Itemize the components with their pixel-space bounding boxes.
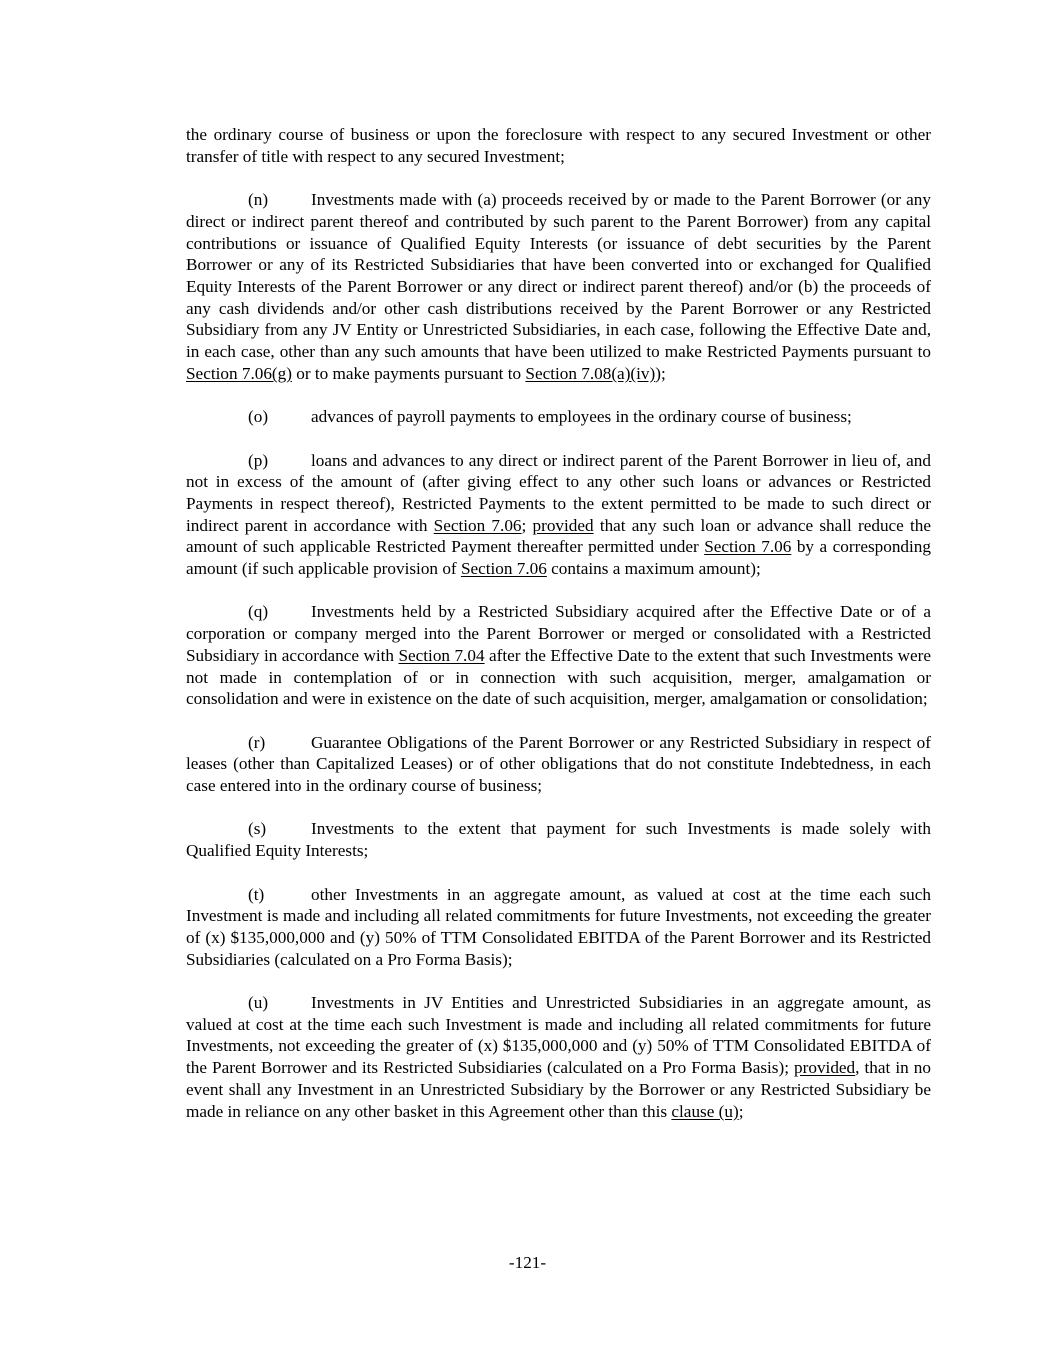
clause-label: (n) [248, 190, 269, 210]
defined-term: provided [532, 515, 594, 535]
clause-text: , that in no event shall any Investment in an Unrestricted Subsidiary by the Borrower or any Restricted Subsidiary be made in reliance on any other basket in this Agreement other than this [186, 1058, 931, 1121]
clause-text: Investments in JV Entities and Unrestricted Subsidiaries in an aggregate amount, as valued at cost at the time each such Investment is made and including all related commitments for future Investments, not exceeding the greater of (x) $135,000,000 and (y) 50% of TTM Consolidated EBITDA of the Parent Borrower and its Restricted Subsidiaries (calculated on a Pro Forma Basis); [186, 993, 931, 1078]
cross-reference: Section 7.06 [704, 537, 792, 557]
clause-text: Investments held by a Restricted Subsidiary acquired after the Effective Date or of a corporation or company merged into the Parent Borrower or merged or consolidated with a Restricted Subsidiary in accordance with [186, 602, 931, 665]
cross-reference: Section 7.06 [433, 515, 522, 535]
page-number: -121- [508, 1253, 547, 1272]
defined-term: provided [794, 1058, 856, 1078]
clause-text: ); [655, 363, 666, 383]
clause-text: Investments to the extent that payment for such Investments is made solely with Qualified Equity Interests; [186, 819, 931, 861]
cross-reference: Section 7.06(g) [186, 363, 292, 383]
clause-t [186, 884, 931, 971]
clause-s [186, 818, 931, 861]
clause-label: (s) [248, 819, 267, 839]
cross-reference: Section 7.06 [460, 559, 547, 579]
clause-n [186, 189, 931, 384]
clause-text: or to make payments pursuant to [291, 363, 526, 383]
clause-text: that any such loan or advance shall reduce the amount of such applicable Restricted Payment thereafter permitted under [186, 515, 932, 557]
clause-o [186, 406, 931, 428]
clause-r [186, 732, 931, 797]
clause-text: other Investments in an aggregate amount, as valued at cost at the time each such Investment is made and including all related commitments for future Investments, not exceeding the greater of (x) $135,000,000 and (y) 50% of TTM Consolidated EBITDA of the Parent Borrower and its Restricted Subsidiaries (calculated on a Pro Forma Basis); [186, 884, 931, 969]
clause-text: Investments made with (a) proceeds received by or made to the Parent Borrower (or any direct or indirect parent thereof and contributed by such parent to the Parent Borrower) from any capital contributions or issuance of Qualified Equity Interests (or issuance of debt securities by the Parent Borrower or any of its Restricted Subsidiaries that have been converted into or exchanged for Qualified Equity Interests of the Parent Borrower or any direct or indirect parent thereof) and/or (b) the proceeds of any cash dividends and/or other cash distributions received by the Parent Borrower or any Restricted Subsidiary from any JV Entity or Unrestricted Subsidiaries, in each case, following the Effective Date and, in each case, other than any such amounts that have been utilized to make Restricted Payments pursuant to [186, 190, 931, 362]
clause-text: by a corresponding amount (if such applicable provision of [186, 537, 931, 579]
clause-text: loans and advances to any direct or indirect parent of the Parent Borrower in lieu of, and not in excess of the amount of (after giving effect to any other such loans or advances or Restricted Payments in respect thereof), Restricted Payments to the extent permitted to be made to such direct or indirect parent in accordance with [186, 450, 931, 535]
clause-label: (o) [248, 407, 269, 427]
clause-text: ; [521, 515, 533, 535]
clause-text: contains a maximum amount); [546, 559, 761, 579]
clause-text: ; [738, 1101, 744, 1121]
clause-label: (p) [248, 450, 269, 470]
clause-u [186, 992, 931, 1122]
cross-reference: clause (u) [671, 1101, 739, 1121]
document-body [186, 124, 931, 1144]
cross-reference: Section 7.08(a)(iv) [525, 363, 656, 383]
clause-label: (r) [248, 732, 266, 752]
clause-text: after the Effective Date to the extent that such Investments were not made in contemplation of or in connection with such acquisition, merger, amalgamation or consolidation and were in existence on the date of such acquisition, merger, amalgamation or consolidation; [186, 645, 931, 709]
paragraph-intro [186, 124, 931, 167]
cross-reference: Section 7.04 [398, 645, 485, 665]
clause-q [186, 601, 931, 710]
clause-text: advances of payroll payments to employees in the ordinary course of business; [311, 407, 852, 427]
clause-label: (q) [248, 602, 269, 622]
clause-p [186, 450, 931, 580]
clause-label: (t) [248, 884, 265, 904]
intro-text: the ordinary course of business or upon the foreclosure with respect to any secured Investment or other transfer of title with respect to any secured Investment; [186, 125, 931, 166]
clause-text: Guarantee Obligations of the Parent Borrower or any Restricted Subsidiary in respect of leases (other than Capitalized Leases) or of other obligations that do not constitute Indebtedness, in each case entered into in the ordinary course of business; [186, 732, 931, 796]
clause-label: (u) [248, 993, 269, 1012]
